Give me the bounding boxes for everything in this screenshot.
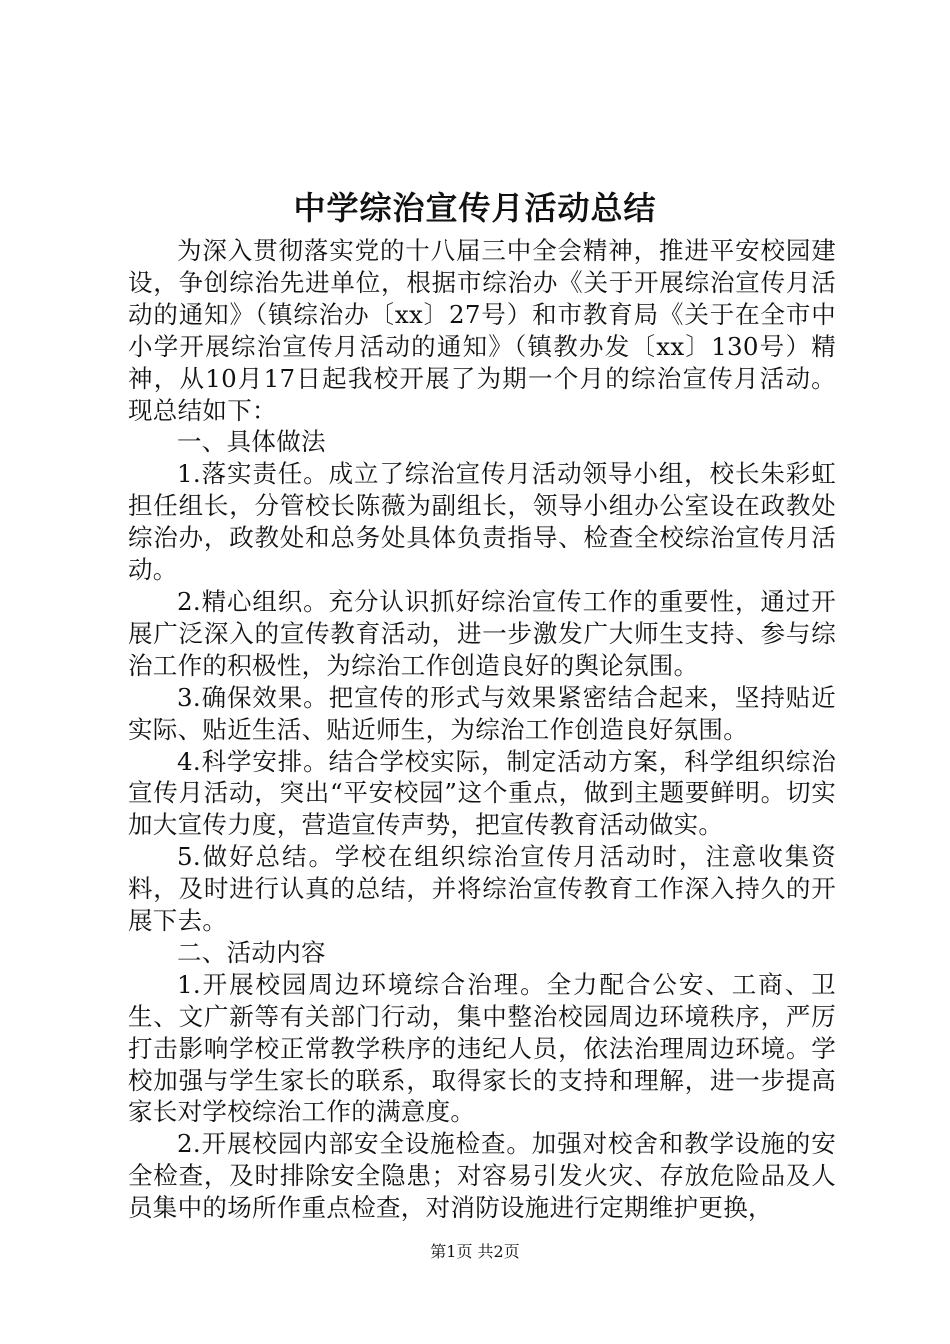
page-footer: 第1页 共2页: [430, 1242, 520, 1261]
paragraph-intro: 为深入贯彻落实党的十八届三中全会精神，推进平安校园建设，争创综治先进单位，根据市综治办《关于开展综治宣传月活动的通知》（镇综治办〔xx〕27号）和市教育局《关于在全市中小学开展综治宣传月活动的通知》（镇教办发〔xx〕130号）精神，从10月17日起我校开展了为期一个月的综治宣传月活动。现总结如下：: [128, 236, 836, 425]
section-heading-activities: 二、活动内容: [177, 937, 326, 967]
paragraph-item: 2.开展校园内部安全设施检查。加强对校舍和教学设施的安全检查，及时排除安全隐患；对容易引发火灾、存放危险品及人员集中的场所作重点检查，对消防设施进行定期维护更换，: [128, 1129, 836, 1223]
paragraph-item: 3.确保效果。把宣传的形式与效果紧密结合起来，坚持贴近实际、贴近生活、贴近师生，为综治工作创造良好氛围。: [128, 682, 836, 744]
document-body: [128, 235, 836, 1224]
document-title: 中学综治宣传月活动总结: [293, 189, 657, 227]
paragraph-item: 5.做好总结。学校在组织综治宣传月活动时，注意收集资料，及时进行认真的总结，并将综治宣传教育工作深入持久的开展下去。: [128, 842, 836, 936]
section-heading-methods: 一、具体做法: [177, 427, 326, 457]
paragraph-item: 1.落实责任。成立了综治宣传月活动领导小组，校长朱彩虹担任组长，分管校长陈薇为副组长，领导小组办公室设在政教处综治办，政教处和总务处具体负责指导、检查全校综治宣传月活动。: [128, 459, 836, 585]
paragraph-item: 2.精心组织。充分认识抓好综治宣传工作的重要性，通过开展广泛深入的宣传教育活动，进一步激发广大师生支持、参与综治工作的积极性，为综治工作创造良好的舆论氛围。: [128, 586, 836, 680]
paragraph-item: 1.开展校园周边环境综合治理。全力配合公安、工商、卫生、文广新等有关部门行动，集中整治校园周边环境秩序，严厉打击影响学校正常教学秩序的违纪人员，依法治理周边环境。学校加强与学生家长的联系，取得家长的支持和理解，进一步提高家长对学校综治工作的满意度。: [128, 969, 836, 1127]
paragraph-item: 4.科学安排。结合学校实际，制定活动方案，科学组织综治宣传月活动，突出“平安校园”这个重点，做到主题要鲜明。切实加大宣传力度，营造宣传声势，把宣传教育活动做实。: [128, 746, 836, 840]
